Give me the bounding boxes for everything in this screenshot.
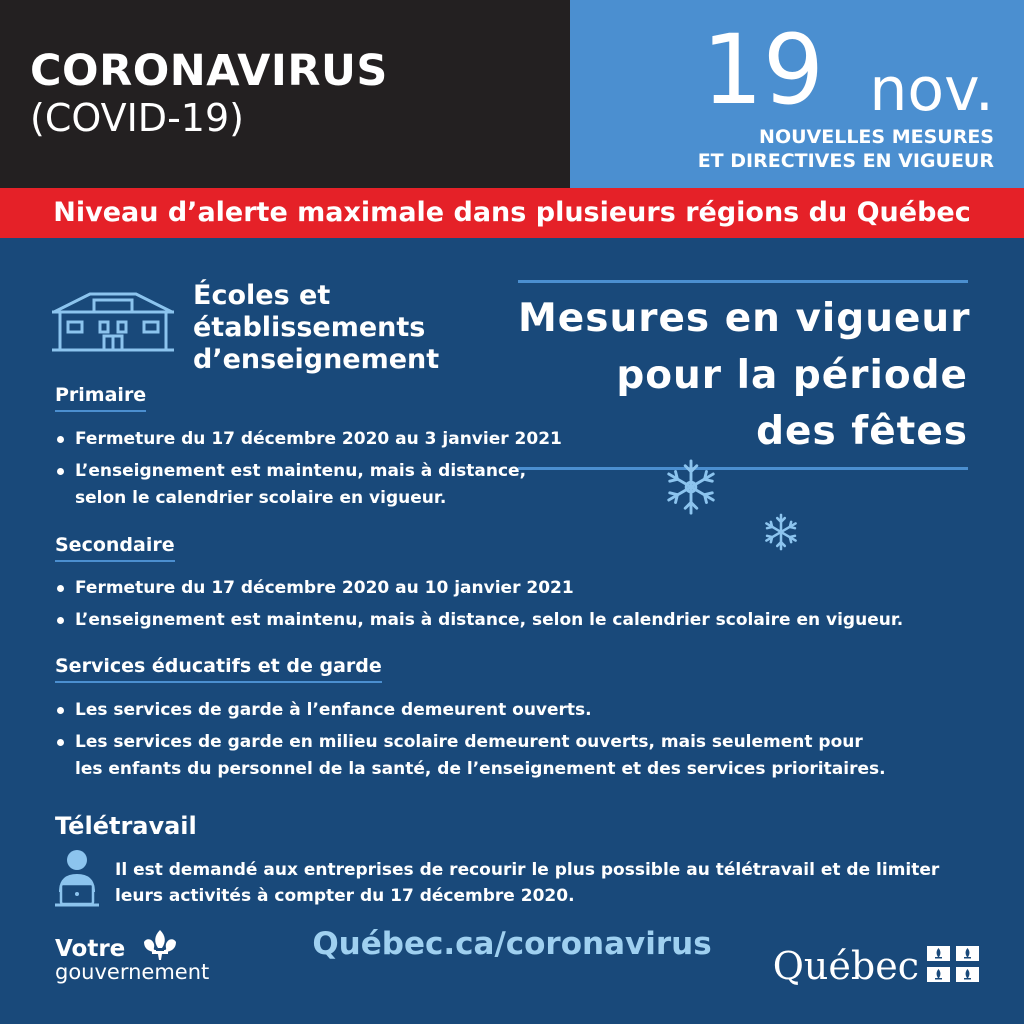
footer-gouvernement: gouvernement — [55, 960, 210, 984]
primaire-heading: Primaire — [55, 384, 146, 412]
services-heading: Services éducatifs et de garde — [55, 655, 382, 683]
alert-text: Niveau d’alerte maximale dans plusieurs régions du Québec — [53, 197, 971, 228]
date-note-line2: ET DIRECTIVES EN VIGUEUR — [697, 149, 994, 172]
secondaire-heading: Secondaire — [55, 534, 175, 562]
primaire-list — [55, 426, 562, 517]
list-item: L’enseignement est maintenu, mais à distance, selon le calendrier scolaire en vigueur. — [55, 458, 562, 511]
schools-title — [193, 280, 439, 376]
list-item: Fermeture du 17 décembre 2020 au 3 janvier 2021 — [55, 426, 562, 452]
secondaire-list — [55, 575, 903, 640]
date-note — [698, 126, 994, 174]
list-item: Les services de garde à l’enfance demeurent ouverts. — [55, 697, 886, 723]
measures-line2: pour la période — [616, 352, 968, 398]
header-date-panel — [570, 0, 1024, 188]
teletravail-text-line1: Il est demandé aux entreprises de recourir le plus possible au télétravail et de limiter — [115, 860, 940, 880]
schools-title-line3: d’enseignement — [193, 343, 440, 375]
schools-title-line2: établissements — [193, 311, 426, 343]
footer-votre: Votre — [55, 936, 126, 962]
page-subtitle: (COVID-19) — [30, 96, 244, 140]
date-note-line1: NOUVELLES MESURES — [759, 126, 994, 148]
snowflake-icon — [662, 458, 720, 516]
list-item: L’enseignement est maintenu, mais à distance, selon le calendrier scolaire en vigueur. — [55, 607, 903, 633]
website-link[interactable]: Québec.ca/coronavirus — [312, 926, 712, 962]
header-title-panel — [0, 0, 570, 188]
school-building-icon — [50, 290, 176, 354]
remote-worker-icon — [55, 848, 99, 908]
measures-line3: des fêtes — [756, 409, 968, 455]
holiday-measures-heading — [518, 280, 971, 470]
alert-banner — [0, 188, 1024, 238]
header — [0, 0, 1024, 188]
teletravail-heading: Télétravail — [55, 812, 197, 840]
teletravail-text — [115, 858, 985, 909]
schools-title-line1: Écoles et — [193, 280, 331, 311]
teletravail-text-line2: leurs activités à compter du 17 décembre 2020. — [115, 885, 575, 906]
snowflake-small-icon — [762, 513, 800, 551]
list-item: Les services de garde en milieu scolaire demeurent ouverts, mais seulement pour les enfants du personnel de la santé, de l’enseignement et des services prioritaires. — [55, 729, 886, 782]
page-title: CORONAVIRUS — [30, 46, 388, 96]
list-item: Fermeture du 17 décembre 2020 au 10 janvier 2021 — [55, 575, 903, 601]
measures-line1: Mesures en vigueur — [518, 296, 971, 341]
quebec-flag-icon — [927, 946, 979, 982]
date-day: 19 — [701, 14, 824, 126]
date-month: nov. — [869, 55, 994, 125]
quebec-logo-text: Québec — [772, 944, 919, 988]
services-list — [55, 697, 886, 788]
